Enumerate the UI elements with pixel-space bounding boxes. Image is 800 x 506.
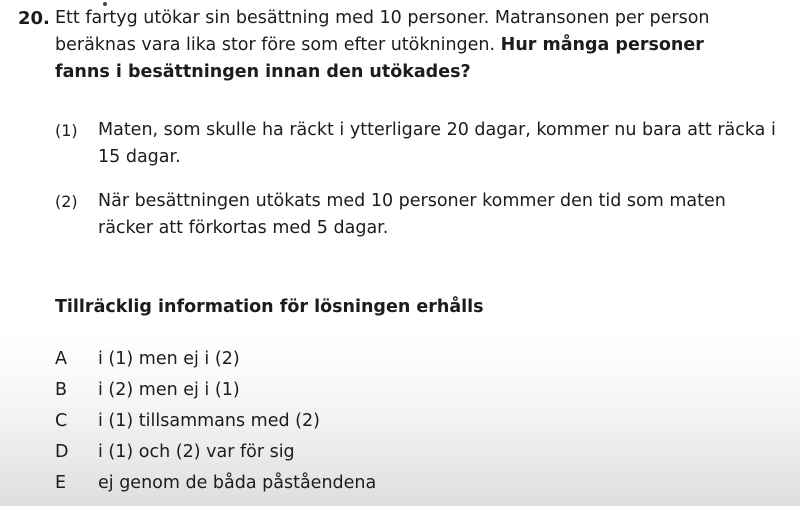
- statement-text: Maten, som skulle ha räckt i ytterligare 20 dagar, kommer nu bara att räcka i 15 dagar.: [98, 120, 776, 167]
- statement-number: (1): [55, 121, 78, 140]
- question-text-bold: Hur många personer fanns i besättningen innan den utökades?: [55, 35, 704, 82]
- option-c: [55, 408, 555, 439]
- option-e: [55, 470, 555, 501]
- option-text: i (1) och (2) var för sig: [98, 442, 295, 462]
- question-number: 20.: [18, 8, 50, 29]
- question-text-plain: Ett fartyg utökar sin besättning med 10 personer. Matransonen per person beräknas vara lika stor före som efter utökningen.: [55, 8, 710, 55]
- option-text: i (2) men ej i (1): [98, 380, 240, 400]
- options-heading: Tillräcklig information för lösningen erhålls: [55, 297, 484, 317]
- option-b: [55, 377, 555, 408]
- statement-number: (2): [55, 192, 78, 211]
- answer-options: [55, 346, 555, 501]
- option-letter: D: [55, 442, 69, 462]
- option-letter: B: [55, 380, 68, 400]
- option-text: i (1) tillsammans med (2): [98, 411, 320, 431]
- statement-1: [55, 117, 785, 171]
- option-letter: E: [55, 473, 67, 493]
- question-text: [55, 5, 755, 86]
- statement-2: [55, 188, 785, 242]
- option-letter: C: [55, 411, 68, 431]
- option-letter: A: [55, 349, 67, 369]
- option-text: i (1) men ej i (2): [98, 349, 240, 369]
- option-d: [55, 439, 555, 470]
- option-a: [55, 346, 555, 377]
- option-text: ej genom de båda påståendena: [98, 473, 377, 493]
- statement-text: När besättningen utökats med 10 personer kommer den tid som maten räcker att förkortas med 5 dagar.: [98, 191, 726, 238]
